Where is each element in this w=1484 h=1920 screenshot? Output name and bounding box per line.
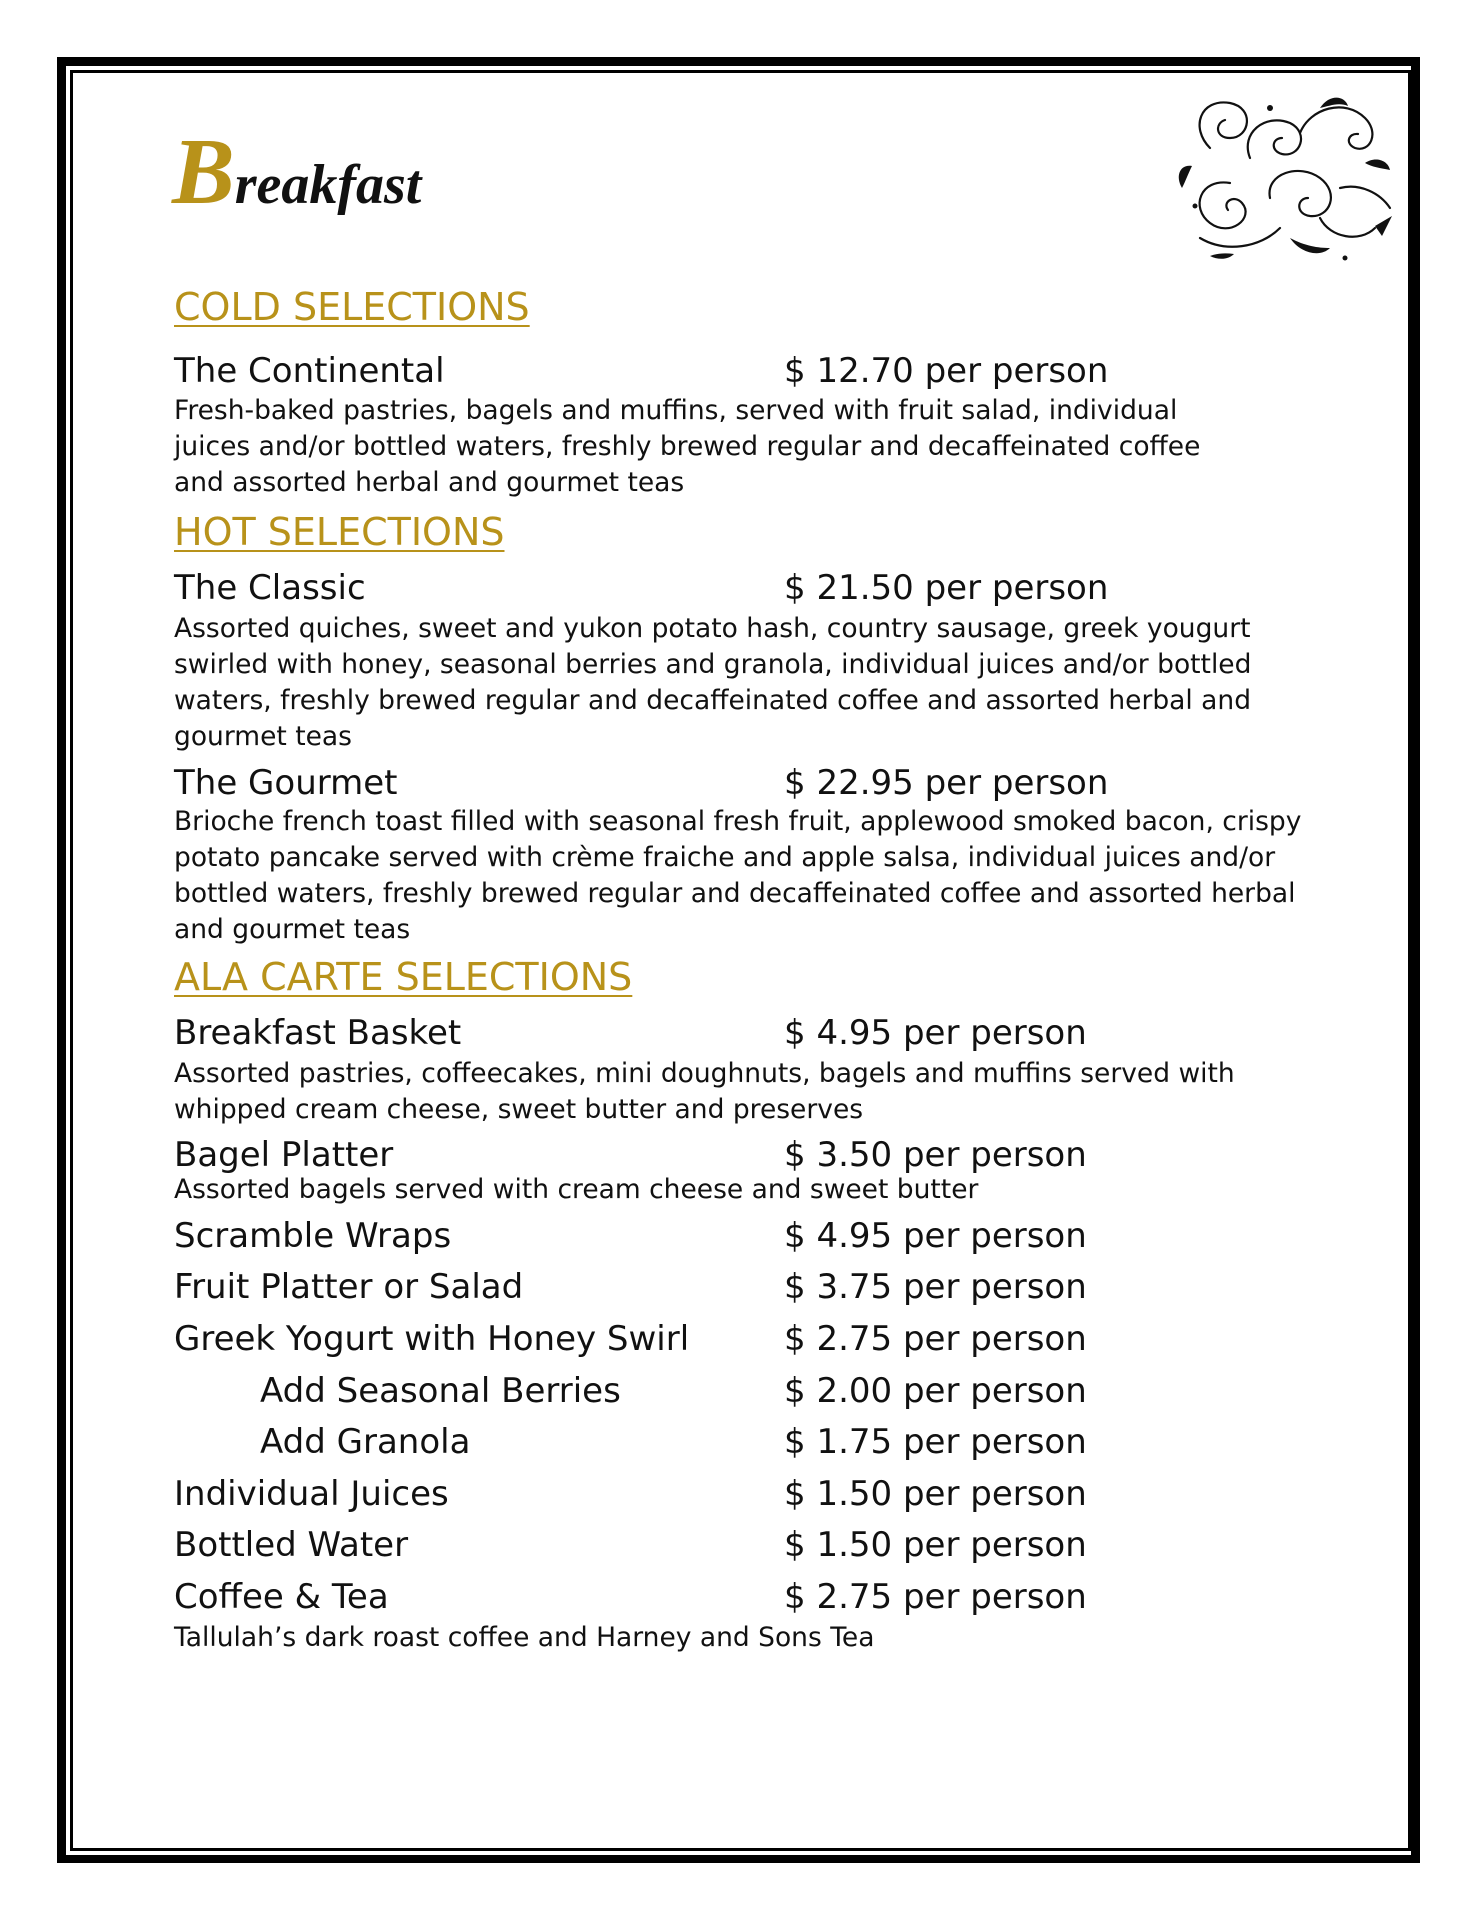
page-title [172,120,422,224]
item-description-classic: Assorted quiches, sweet and yukon potato hash, country sausage, greek yougurt swirled with honey, seasonal berries and granola, individual juices and/or bottled waters, freshly brewed regular and decaffeinated coffee and assorted herbal and gourmet teas [174,613,1252,752]
item-name-gourmet: The Gourmet [174,763,398,803]
item-price-bottled-water: $ 1.50 per person [784,1525,1087,1565]
item-price-greek-yogurt: $ 2.75 per person [784,1319,1087,1359]
item-price-classic: $ 21.50 per person [784,568,1109,608]
item-name-breakfast-basket: Breakfast Basket [174,1013,462,1053]
item-name-scramble-wraps: Scramble Wraps [174,1216,452,1256]
item-name-bagel-platter: Bagel Platter [174,1135,394,1175]
item-price-add-berries: $ 2.00 per person [784,1371,1087,1411]
section-heading-cold: COLD SELECTIONS [174,285,530,329]
item-name-fruit-platter: Fruit Platter or Salad [174,1267,524,1307]
item-price-individual-juices: $ 1.50 per person [784,1474,1087,1514]
item-price-add-granola: $ 1.75 per person [784,1422,1087,1462]
item-description-coffee-tea: Tallulah’s dark roast coffee and Harney and Sons Tea [174,1622,875,1653]
item-description-breakfast-basket: Assorted pastries, coffeecakes, mini doughnuts, bagels and muffins served with whipped cream cheese, sweet butter and preserves [174,1058,1235,1125]
item-name-add-berries: Add Seasonal Berries [260,1371,621,1411]
item-name-classic: The Classic [174,568,366,608]
item-name-individual-juices: Individual Juices [174,1474,449,1514]
item-price-fruit-platter: $ 3.75 per person [784,1267,1087,1307]
section-heading-hot: HOT SELECTIONS [174,510,505,554]
item-price-gourmet: $ 22.95 per person [784,763,1109,803]
item-name-coffee-tea: Coffee & Tea [174,1577,389,1617]
item-name-greek-yogurt: Greek Yogurt with Honey Swirl [174,1319,690,1359]
item-price-continental: $ 12.70 per person [784,351,1109,391]
item-price-coffee-tea: $ 2.75 per person [784,1577,1087,1617]
item-price-scramble-wraps: $ 4.95 per person [784,1216,1087,1256]
item-description-continental: Fresh-baked pastries, bagels and muffins, served with fruit salad, individual juices and/or bottled waters, freshly brewed regular and decaffeinated coffee and assorted herbal and gourmet teas [174,395,1201,498]
flourish-ornament-icon [1170,88,1400,268]
item-description-bagel-platter: Assorted bagels served with cream cheese and sweet butter [174,1174,979,1205]
title-rest: reakfast [234,154,422,216]
item-price-bagel-platter: $ 3.50 per person [784,1135,1087,1175]
item-name-continental: The Continental [174,351,445,391]
title-initial: B [172,120,235,224]
item-name-bottled-water: Bottled Water [174,1525,409,1565]
section-heading-ala-carte: ALA CARTE SELECTIONS [174,955,633,999]
item-name-add-granola: Add Granola [260,1422,471,1462]
item-price-breakfast-basket: $ 4.95 per person [784,1013,1087,1053]
item-description-gourmet: Brioche french toast filled with seasonal fresh fruit, applewood smoked bacon, crispy potato pancake served with crème fraiche and apple salsa, individual juices and/or bottled waters, freshly brewed regular and decaffeinated coffee and assorted herbal and gourmet teas [174,806,1302,945]
